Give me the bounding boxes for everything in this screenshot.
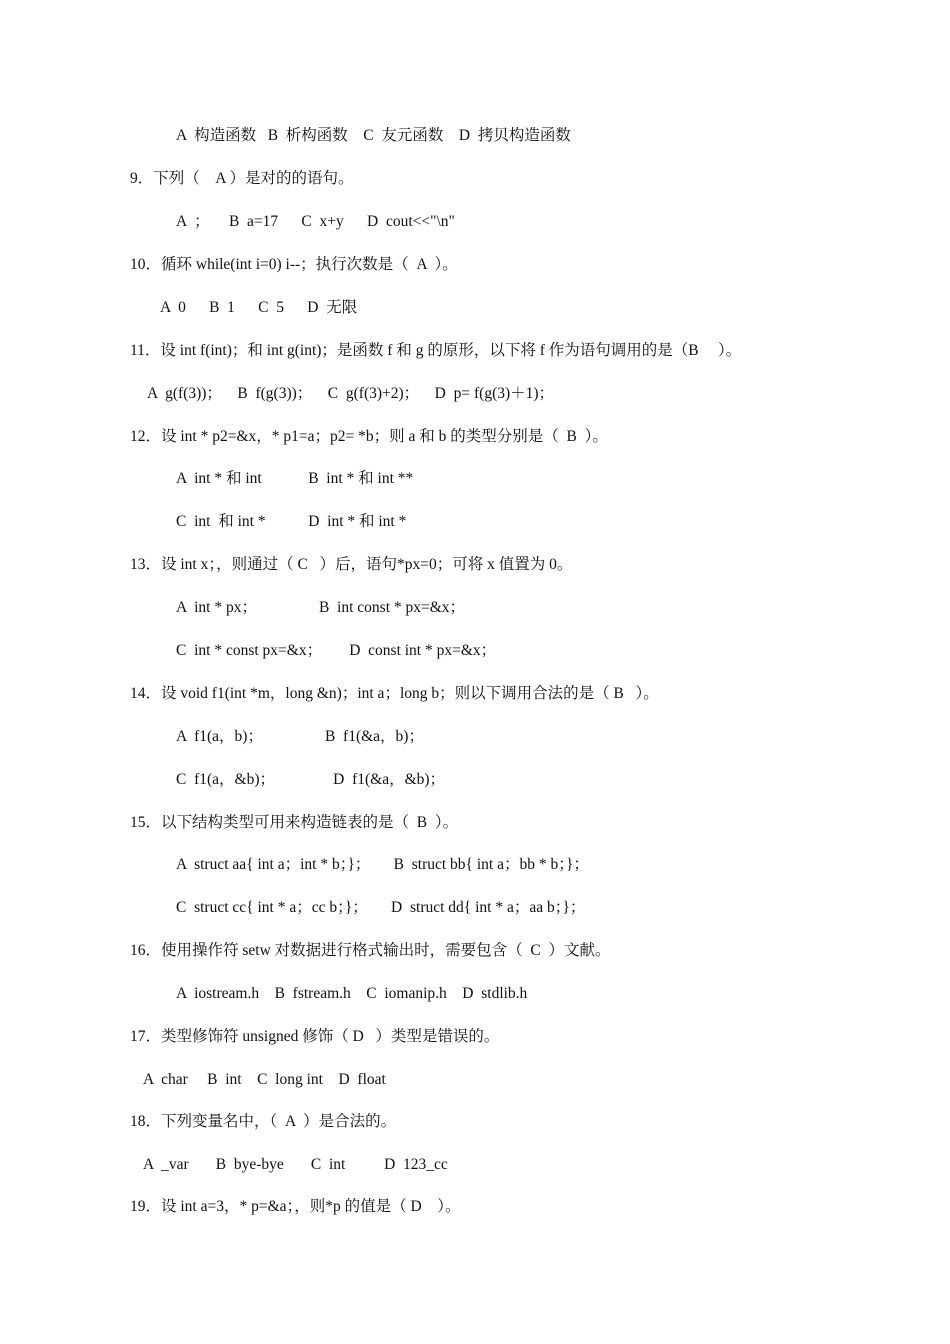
q12-options-ab: A int * 和 int B int * 和 int ** — [176, 470, 414, 487]
q16-question: 16．使用操作符 setw 对数据进行格式输出时，需要包含（ C ）文献。 — [130, 942, 611, 959]
q8-options: A 构造函数 B 析构函数 C 友元函数 D 拷贝构造函数 — [176, 127, 571, 144]
q14-options-cd: C f1(a，&b)； D f1(&a，&b)； — [176, 771, 446, 788]
q15-question: 15．以下结构类型可用来构造链表的是（ B ）。 — [130, 814, 459, 831]
q17-options: A char B int C long int D float — [143, 1071, 386, 1088]
q18-question: 18．下列变量名中，（ A ）是合法的。 — [130, 1113, 397, 1130]
q11-question: 11．设 int f(int)；和 int g(int)；是函数 f 和 g 的原形，以下将 f 作为语句调用的是（B ）。 — [130, 342, 742, 359]
q17-question: 17．类型修饰符 unsigned 修饰（ D ）类型是错误的。 — [130, 1028, 500, 1045]
q11-options: A g(f(3))； B f(g(3))； C g(f(3)+2)； D p= f(g(3)＋1)； — [147, 385, 555, 402]
q10-question: 10．循环 while(int i=0) i--；执行次数是（ A ）。 — [130, 256, 458, 273]
q13-options-ab: A int * px； B int const * px=&x； — [176, 599, 466, 616]
q12-question: 12．设 int * p2=&x，* p1=a；p2= *b；则 a 和 b 的类型分别是（ B ）。 — [130, 428, 608, 445]
q15-options-cd: C struct cc{ int * a；cc b；}； D struct dd{ int * a；aa b；}； — [176, 899, 586, 916]
q18-options: A _var B bye-bye C int D 123_cc — [143, 1156, 448, 1173]
q13-options-cd: C int * const px=&x； D const int * px=&x； — [176, 642, 497, 659]
q10-options: A 0 B 1 C 5 D 无限 — [160, 299, 358, 316]
q19-question: 19．设 int a=3，* p=&a；，则*p 的值是（ D ）。 — [130, 1198, 461, 1215]
q12-options-cd: C int 和 int * D int * 和 int * — [176, 513, 407, 530]
q9-question: 9．下列（ A ）是对的的语句。 — [130, 170, 354, 187]
q9-options: A ； B a=17 C x+y D cout<<"\n" — [176, 213, 455, 230]
q16-options: A iostream.h B fstream.h C iomanip.h D stdlib.h — [176, 985, 528, 1002]
q15-options-ab: A struct aa{ int a；int * b；}； B struct bb{ int a；bb * b；}； — [176, 856, 589, 873]
q13-question: 13．设 int x；，则通过（ C ）后，语句*px=0；可将 x 值置为 0。 — [130, 556, 573, 573]
q14-question: 14．设 void f1(int *m，long &n)；int a；long b；则以下调用合法的是（ B ）。 — [130, 685, 659, 702]
q14-options-ab: A f1(a，b)； B f1(&a，b)； — [176, 728, 424, 745]
